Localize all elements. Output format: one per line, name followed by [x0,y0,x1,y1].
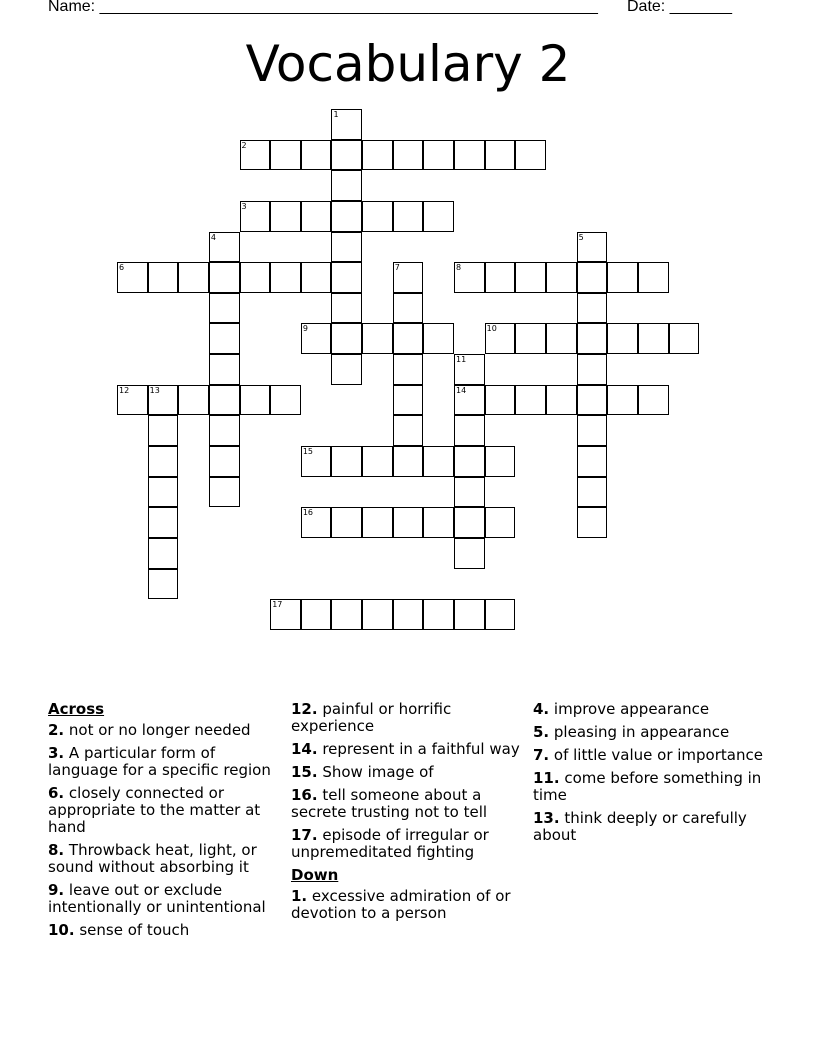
clue-item-text: not or no longer needed [64,721,251,739]
grid-cell[interactable] [331,293,362,324]
grid-cell[interactable] [607,385,638,416]
clue-item [533,701,769,718]
page-title: Vocabulary 2 [245,35,571,93]
clue-column-1 [48,701,284,945]
grid-cell[interactable] [485,140,516,171]
clue-number: 11 [456,355,467,365]
grid-cell[interactable] [577,323,608,354]
grid-cell[interactable] [240,262,271,293]
grid-cell[interactable] [393,507,424,538]
clue-item [291,787,527,821]
clue-item-number: 3. [48,744,65,762]
grid-cell[interactable] [546,262,577,293]
grid-cell[interactable] [331,354,362,385]
clue-number: 6 [119,263,125,273]
grid-cell[interactable] [669,323,700,354]
grid-cell[interactable] [148,538,179,569]
grid-cell[interactable] [301,323,332,354]
clue-number: 1 [333,110,339,119]
clue-item-number: 14. [291,740,318,758]
grid-cell[interactable] [515,323,546,354]
clue-item-number: 1. [291,887,308,905]
grid-cell[interactable] [485,323,516,354]
grid-cell[interactable] [485,599,516,630]
clue-heading: Across [48,700,105,718]
grid-cell[interactable] [577,415,608,446]
clue-item [48,922,284,939]
clue-item-text: closely connected or appropriate to the matter at hand [48,784,261,836]
grid-cell[interactable] [331,262,362,293]
clue-item-number: 8. [48,841,65,859]
clue-number: 2 [241,140,247,150]
grid-cell[interactable] [393,140,424,171]
clue-item-number: 2. [48,721,65,739]
clue-number: 5 [578,232,584,242]
grid-cell[interactable] [393,201,424,232]
clue-item-number: 4. [533,700,550,718]
grid-cell[interactable] [117,385,148,416]
clue-item [533,810,769,844]
clue-number: 4 [210,232,216,242]
clue-item [291,741,527,758]
grid-cell[interactable] [454,599,485,630]
grid-cell[interactable] [362,599,393,630]
grid-cell[interactable] [148,385,179,416]
clue-item-number: 10. [48,921,75,939]
clue-item [291,827,527,861]
grid-cell[interactable] [393,415,424,446]
clue-item-number: 17. [291,826,318,844]
clue-item-number: 15. [291,763,318,781]
grid-cell[interactable] [178,262,209,293]
grid-cell[interactable] [209,232,240,263]
grid-cell[interactable] [209,323,240,354]
grid-cell[interactable] [454,446,485,477]
clue-item-text: of little value or importance [549,746,763,764]
grid-cell[interactable] [301,446,332,477]
grid-cell[interactable] [331,323,362,354]
clue-number: 8 [456,263,462,273]
grid-cell[interactable] [577,507,608,538]
clue-item [533,770,769,804]
clue-item-text: sense of touch [74,921,190,939]
clue-item [291,764,527,781]
clue-item [48,745,284,779]
grid-cell[interactable] [209,293,240,324]
grid-cell[interactable] [209,385,240,416]
grid-cell[interactable] [485,262,516,293]
grid-cell[interactable] [577,293,608,324]
clue-item-number: 7. [533,746,550,764]
grid-cell[interactable] [362,140,393,171]
clue-number: 10 [486,324,497,334]
grid-cell[interactable] [301,140,332,171]
grid-cell[interactable] [638,385,669,416]
clue-item-text: think deeply or carefully about [533,809,747,844]
clue-item-text: pleasing in appearance [549,723,730,741]
grid-cell[interactable] [301,262,332,293]
grid-cell[interactable] [362,323,393,354]
grid-cell[interactable] [148,262,179,293]
grid-cell[interactable] [393,323,424,354]
grid-cell[interactable] [362,201,393,232]
grid-cell[interactable] [423,201,454,232]
grid-cell[interactable] [209,446,240,477]
clue-item-text: Show image of [317,763,434,781]
clue-item-text: leave out or exclude intentionally or unintentional [48,881,266,916]
grid-cell[interactable] [240,201,271,232]
grid-cell[interactable] [423,323,454,354]
clue-item [48,785,284,836]
grid-cell[interactable] [454,415,485,446]
grid-cell[interactable] [331,201,362,232]
grid-cell[interactable] [454,507,485,538]
grid-cell[interactable] [638,323,669,354]
grid-cell[interactable] [454,538,485,569]
grid-cell[interactable] [148,569,179,600]
grid-cell[interactable] [301,201,332,232]
clue-item-number: 16. [291,786,318,804]
grid-cell[interactable] [148,446,179,477]
grid-cell[interactable] [331,507,362,538]
grid-cell[interactable] [393,599,424,630]
clue-number: 15 [302,447,314,457]
grid-cell[interactable] [209,262,240,293]
grid-cell[interactable] [270,599,301,630]
grid-cell[interactable] [485,385,516,416]
clue-item-text: episode of irregular or unpremeditated fighting [291,826,489,861]
grid-cell[interactable] [515,140,546,171]
grid-cell[interactable] [240,140,271,171]
clue-number: 3 [241,201,247,211]
clue-heading: Down [291,866,339,884]
clue-number: 17 [272,600,283,610]
clue-item-number: 5. [533,723,550,741]
clue-item [48,842,284,876]
grid-cell[interactable] [577,232,608,263]
clue-item-text: A particular form of language for a specific region [48,744,271,779]
grid-cell[interactable] [607,262,638,293]
clue-item [291,701,527,735]
grid-cell[interactable] [209,477,240,508]
clue-item-number: 11. [533,769,560,787]
clue-item-number: 12. [291,700,318,718]
clue-column-2 [291,701,527,928]
grid-cell[interactable] [362,507,393,538]
grid-cell[interactable] [577,262,608,293]
grid-cell[interactable] [301,507,332,538]
grid-cell[interactable] [454,262,485,293]
grid-cell[interactable] [638,262,669,293]
grid-cell[interactable] [546,323,577,354]
grid-cell[interactable] [270,140,301,171]
grid-cell[interactable] [270,385,301,416]
grid-cell[interactable] [423,507,454,538]
grid-cell[interactable] [577,477,608,508]
clue-item-text: tell someone about a secrete trusting not to tell [291,786,488,821]
clue-column-3 [533,701,769,850]
grid-cell[interactable] [515,262,546,293]
clue-number: 16 [302,508,314,518]
clue-item-text: come before something in time [533,769,762,804]
grid-cell[interactable] [117,262,148,293]
grid-cell[interactable] [485,446,516,477]
grid-cell[interactable] [485,507,516,538]
grid-cell[interactable] [393,446,424,477]
grid-cell[interactable] [607,323,638,354]
grid-cell[interactable] [393,293,424,324]
grid-cell[interactable] [454,140,485,171]
grid-cell[interactable] [546,385,577,416]
grid-cell[interactable] [301,599,332,630]
clue-item-text: excessive admiration of or devotion to a person [291,887,511,922]
grid-cell[interactable] [393,354,424,385]
grid-cell[interactable] [454,385,485,416]
name-field-label[interactable]: Name: ________________________________________________________ [48,0,598,15]
clue-number: 12 [119,385,130,395]
grid-cell[interactable] [331,446,362,477]
date-field-label[interactable]: Date: _______ [627,0,732,15]
grid-cell[interactable] [270,201,301,232]
clue-item [291,888,527,922]
clue-item [533,747,769,764]
grid-cell[interactable] [393,262,424,293]
clue-item-text: improve appearance [549,700,710,718]
grid-cell[interactable] [148,507,179,538]
clue-item-text: represent in a faithful way [317,740,520,758]
clue-item [533,724,769,741]
grid-cell[interactable] [178,385,209,416]
grid-cell[interactable] [331,599,362,630]
grid-cell[interactable] [577,446,608,477]
clue-item-number: 6. [48,784,65,802]
grid-cell[interactable] [423,599,454,630]
clue-item [48,722,284,739]
grid-cell[interactable] [423,446,454,477]
clue-item-text: painful or horrific experience [291,700,452,735]
grid-cell[interactable] [423,140,454,171]
grid-cell[interactable] [454,477,485,508]
grid-cell[interactable] [209,354,240,385]
grid-cell[interactable] [577,354,608,385]
clue-number: 7 [394,263,400,273]
grid-cell[interactable] [148,415,179,446]
grid-cell[interactable] [240,385,271,416]
grid-cell[interactable] [209,415,240,446]
clue-item [48,882,284,916]
grid-cell[interactable] [577,385,608,416]
grid-cell[interactable] [331,170,362,201]
clue-number: 9 [302,324,308,334]
clue-number: 13 [149,385,160,395]
clue-item-number: 9. [48,881,65,899]
clue-item-number: 13. [533,809,560,827]
grid-cell[interactable] [393,385,424,416]
grid-cell[interactable] [270,262,301,293]
grid-cell[interactable] [331,232,362,263]
clue-number: 14 [456,385,467,395]
grid-cell[interactable] [331,109,362,140]
grid-cell[interactable] [515,385,546,416]
clue-item-text: Throwback heat, light, or sound without absorbing it [48,841,257,876]
grid-cell[interactable] [454,354,485,385]
grid-cell[interactable] [362,446,393,477]
grid-cell[interactable] [148,477,179,508]
grid-cell[interactable] [331,140,362,171]
